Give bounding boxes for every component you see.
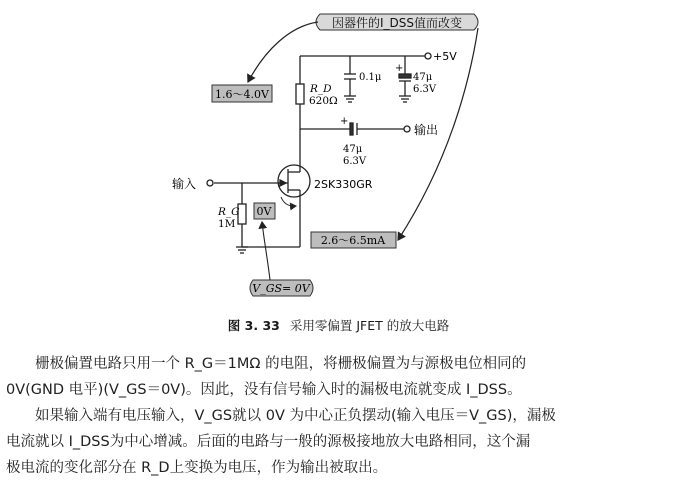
cap-output-voltage: 6.3V bbox=[343, 156, 367, 167]
caption-number: 图 3. 33 bbox=[227, 318, 280, 333]
current-box-text: 2.6～6.5mA bbox=[320, 234, 386, 247]
paragraph-1-line-2: 0V(GND 电平)(V_GS＝0V)。因此，没有信号输入时的漏极电流就变成 I_DSS。 bbox=[6, 382, 522, 398]
paragraph-1-line-1: 栅极偏置电路只用一个 R_G＝1MΩ 的电阻，将栅极偏置为与源极电位相同的 bbox=[35, 356, 527, 372]
cap-supply-plus: + bbox=[395, 63, 404, 74]
caption-title: 采用零偏置 JFET 的放大电路 bbox=[289, 318, 450, 333]
input-terminal bbox=[207, 180, 213, 186]
cap-supply-value: 47μ bbox=[413, 72, 433, 83]
cap-bypass-label: 0.1μ bbox=[359, 72, 382, 83]
paragraph-2-line-2: 电流就以 I_DSS为中心增减。后面的电路与一般的源极接地放大电路相同，这个漏 bbox=[6, 434, 531, 450]
cap-output-value: 47μ bbox=[343, 144, 363, 155]
vgs-indicator-arrow bbox=[281, 197, 296, 206]
vplus-label: +5V bbox=[433, 50, 457, 63]
rd-value: 620Ω bbox=[309, 95, 338, 107]
cap-bypass bbox=[344, 56, 356, 102]
fet-label: 2SK330GR bbox=[314, 178, 373, 191]
cap-output-plus: + bbox=[340, 116, 349, 127]
paragraph-3-line-1: 极电流的变化部分在 R_D上变换为电压，作为输出被取出。 bbox=[6, 460, 388, 476]
rd-label: R_D bbox=[310, 83, 332, 95]
figure-caption bbox=[0, 316, 677, 334]
cap-output bbox=[300, 123, 410, 135]
idss-callout bbox=[248, 14, 478, 240]
output-label: 输出 bbox=[414, 123, 439, 137]
vgs-callout bbox=[250, 222, 313, 296]
input-label: 输入 bbox=[172, 177, 197, 191]
vgs-callout-text: V_GS= 0V bbox=[252, 282, 310, 295]
cap-supply-voltage: 6.3V bbox=[413, 84, 437, 95]
rg-label: R_G bbox=[218, 206, 240, 218]
paragraph-1 bbox=[6, 351, 668, 403]
paragraph-2-line-1: 如果输入端有电压输入，V_GS就以 0V 为中心正负摆动(输入电压＝V_GS)，漏极 bbox=[35, 408, 556, 424]
paragraph-2 bbox=[6, 403, 668, 455]
rd-resistor bbox=[296, 56, 304, 162]
gate-voltage-text: 0V bbox=[256, 205, 272, 218]
idss-callout-text: 因器件的I_DSS值而改变 bbox=[331, 16, 463, 30]
supply-rail bbox=[300, 53, 431, 59]
voltage-box-text: 1.6～4.0V bbox=[215, 88, 269, 101]
paragraph-3 bbox=[6, 455, 668, 481]
rg-value: 1M bbox=[218, 218, 236, 230]
